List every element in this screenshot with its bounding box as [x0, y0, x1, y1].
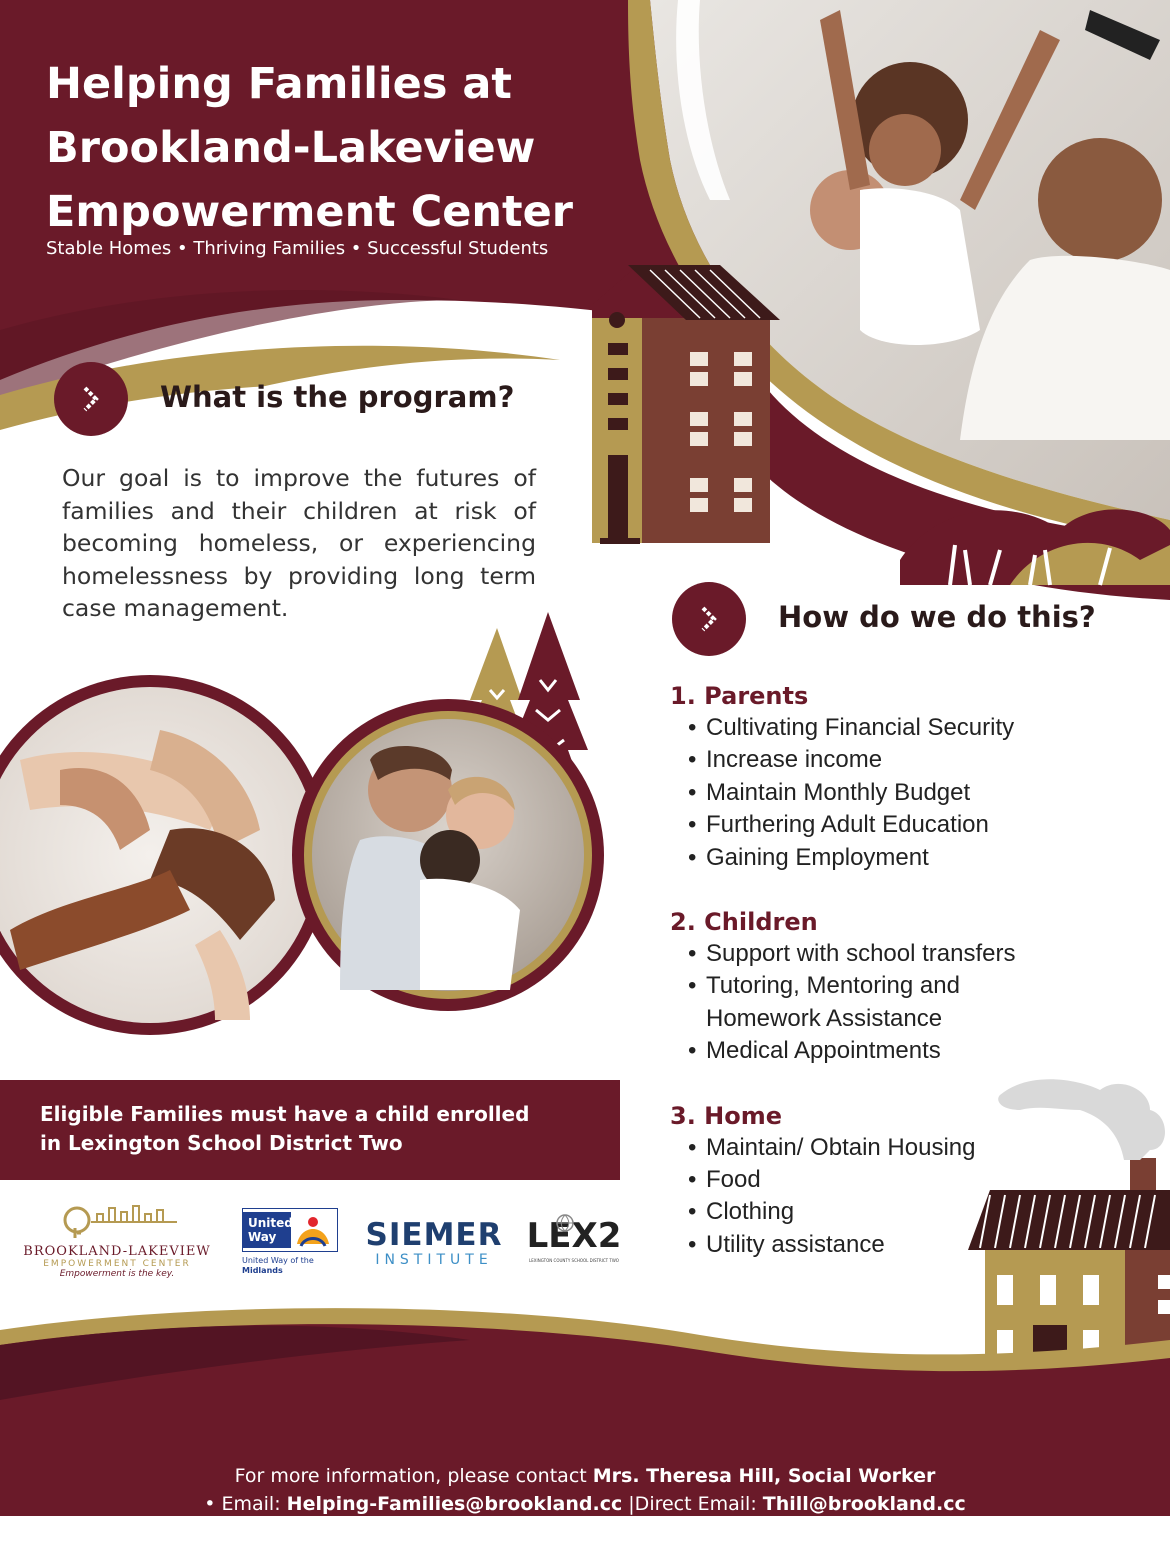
list-item: • Furthering Adult Education [688, 809, 1130, 841]
how-heading: How do we do this? [778, 600, 1096, 634]
footer-contact-name: Mrs. Theresa Hill, Social Worker [592, 1465, 936, 1487]
list-item: • Medical Appointments [688, 1035, 1130, 1067]
page-title [46, 52, 666, 244]
tall-house-illustration [592, 265, 780, 544]
brookland-logo-motto: Empowerment is the key. [59, 1269, 175, 1279]
list-item: • Utility assistance [688, 1229, 1130, 1261]
chevron-right-icon [76, 384, 106, 414]
globe-icon [550, 1214, 580, 1232]
group-title: 2. Children [670, 908, 818, 937]
lex2-logo-name: LEX2 [526, 1216, 622, 1256]
footer-line-3 [0, 1518, 1170, 1546]
contact-footer [0, 1462, 1170, 1546]
lex2-logo-caption: LEXINGTON COUNTY SCHOOL DISTRICT TWO [529, 1258, 619, 1263]
children-group [670, 906, 1130, 1068]
family-photo [292, 699, 604, 1011]
eligibility-line-2: in Lexington School District Two [40, 1131, 403, 1155]
united-way-caption-2: Midlands [242, 1266, 283, 1275]
chevron-right-icon [694, 604, 724, 634]
footer-contact-prefix: For more information, please contact [234, 1465, 587, 1487]
list-item: • Increase income [688, 744, 1130, 776]
program-heading: What is the program? [160, 380, 515, 414]
home-group [670, 1100, 1130, 1262]
brookland-logo-name: BROOKLAND-LAKEVIEW [23, 1244, 211, 1259]
how-chevron-badge [672, 582, 746, 656]
siemer-logo [364, 1218, 504, 1268]
list-item: • Maintain Monthly Budget [688, 777, 1130, 809]
group-title: 1. Parents [670, 682, 809, 710]
title-line-3: Empowerment Center [46, 187, 573, 237]
services-list [670, 680, 1130, 1293]
united-way-logo [242, 1208, 342, 1288]
footer-phone[interactable]: (803) 744-7949 [545, 1521, 710, 1543]
title-line-2: Brookland-Lakeview [46, 123, 536, 173]
united-way-caption-1: United Way of the [242, 1256, 314, 1265]
list-item: • Cultivating Financial Security [688, 712, 1130, 744]
eligibility-line-1: Eligible Families must have a child enrolled [40, 1102, 530, 1126]
program-chevron-badge [54, 362, 128, 436]
footer-line-2 [0, 1490, 1170, 1518]
siemer-logo-sub: INSTITUTE [375, 1252, 493, 1268]
footer-direct-label: |Direct Email: [628, 1493, 757, 1515]
siemer-logo-name: SIEMER [365, 1217, 503, 1253]
group-title: 3. Home [670, 1101, 783, 1130]
footer-direct-email[interactable]: Thill@brookland.cc [762, 1493, 966, 1515]
parents-group [670, 680, 1130, 874]
list-item: • Support with school transfers [688, 938, 1130, 970]
brookland-logo-sub: EMPOWERMENT CENTER [43, 1259, 191, 1269]
footer-office-label: • Office: [460, 1521, 540, 1543]
footer-line-1 [0, 1462, 1170, 1490]
list-item: • Tutoring, Mentoring and Homework Assistance [688, 970, 1036, 1035]
lex2-logo [524, 1214, 624, 1263]
title-line-1: Helping Families at [46, 59, 512, 109]
list-item: • Clothing [688, 1196, 1130, 1228]
tagline: Stable Homes • Thriving Families • Successful Students [46, 238, 549, 259]
brookland-logo [22, 1200, 212, 1290]
hands-photo [0, 675, 330, 1035]
footer-email[interactable]: Helping-Families@brookland.cc [286, 1493, 623, 1515]
eligibility-banner [0, 1080, 620, 1180]
united-way-line-1: United [248, 1216, 293, 1230]
list-item: • Food [688, 1164, 1130, 1196]
program-description: Our goal is to improve the futures of families and their children at risk of becoming homeless, or experiencing homelessness by providing long term case management. [62, 464, 536, 623]
key-skyline-icon [57, 1200, 177, 1240]
footer-email-label: • Email: [204, 1493, 281, 1515]
united-way-hand-icon [291, 1210, 335, 1250]
united-way-line-2: Way [248, 1230, 277, 1244]
list-item: • Gaining Employment [688, 842, 1130, 874]
list-item: • Maintain/ Obtain Housing [688, 1132, 1130, 1164]
